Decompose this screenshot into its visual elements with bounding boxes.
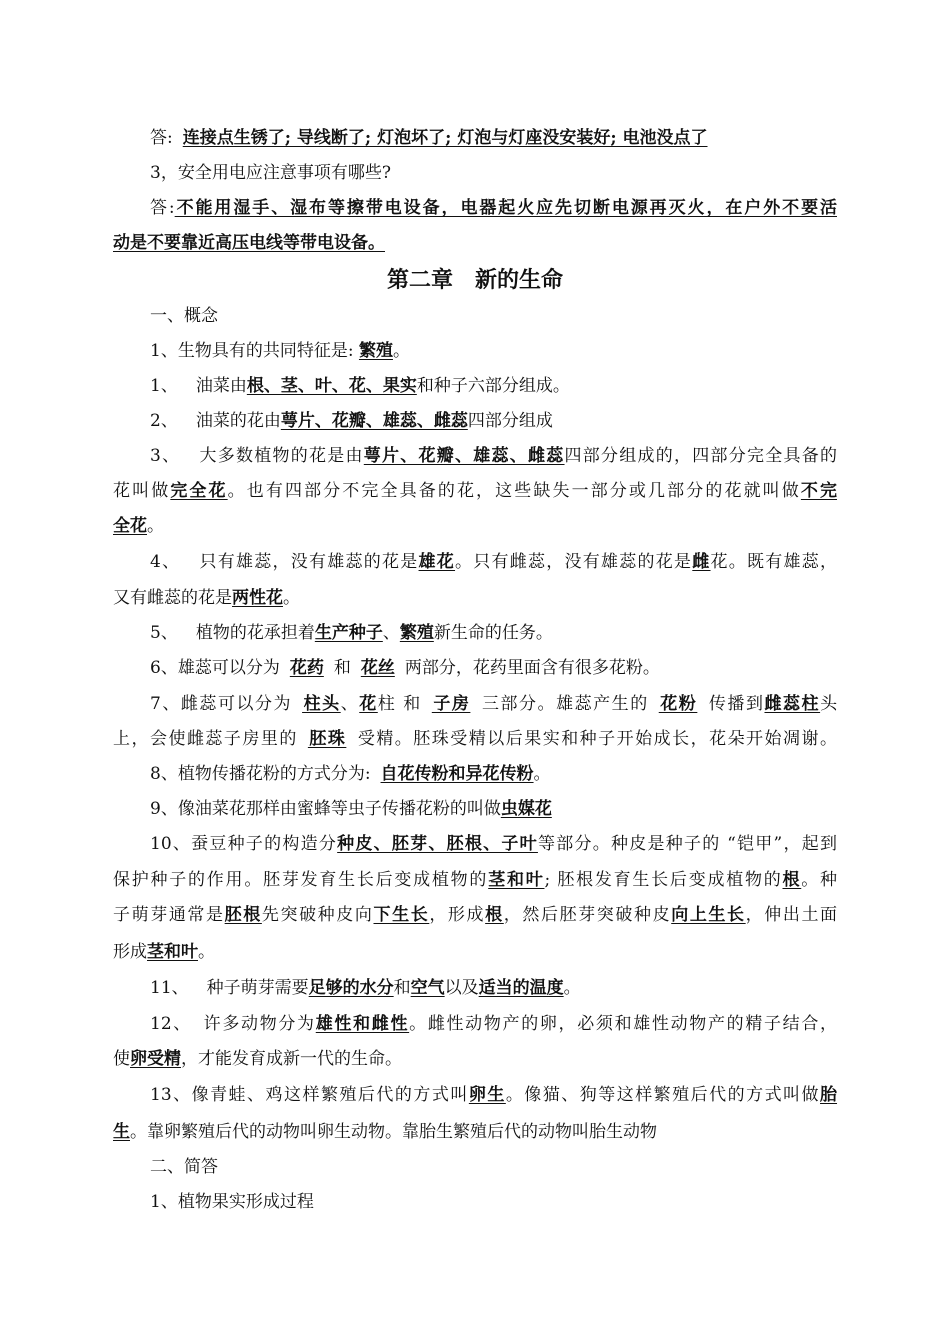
item-12: 12、 许多动物分为雄性和雌性。雌性动物产的卵，必须和雄性动物产的精子结合， (150, 1014, 838, 1034)
answer-line-1: 答: 连接点生锈了; 导线断了; 灯泡坏了; 灯泡与灯座没安装好; 电池没点了 (150, 128, 708, 148)
short-answer-1: 1、植物果实形成过程 (150, 1192, 314, 1212)
item-13: 13、像青蛙、鸡这样繁殖后代的方式叫卵生。像猫、狗等这样繁殖后代的方式叫做胎 (150, 1085, 838, 1105)
item-6: 6、雄蕊可以分为 花药 和 花丝 两部分，花药里面含有很多花粉。 (150, 658, 660, 678)
item-3-cont: 花叫做完全花。也有四部分不完全具备的花，这些缺失一部分或几部分的花就叫做不完 (113, 481, 838, 501)
item-2: 2、 油菜的花由萼片、花瓣、雄蕊、雌蕊四部分组成 (150, 411, 553, 431)
item-7: 7、雌蕊可以分为 柱头、花柱 和 子房 三部分。雄蕊产生的 花粉 传播到雌蕊柱头 (150, 694, 838, 714)
item-11: 11、 种子萌芽需要足够的水分和空气以及适当的温度。 (150, 978, 581, 998)
answer-line-2-cont: 动是不要靠近高压电线等带电设备。 (113, 233, 385, 253)
item-10-cont3: 形成茎和叶。 (113, 942, 215, 962)
section-short-answer: 二、简答 (150, 1157, 218, 1177)
item-10: 10、蚕豆种子的构造分种皮、胚芽、胚根、子叶等部分。种皮是种子的 “铠甲”，起到 (150, 834, 838, 854)
section-concepts: 一、概念 (150, 306, 218, 326)
item-8: 8、植物传播花粉的方式分为: 自花传粉和异花传粉。 (150, 764, 551, 784)
chapter-title: 第二章 新的生命 (386, 267, 564, 293)
item-7-cont: 上，会使雌蕊子房里的 胚珠 受精。胚珠受精以后果实和种子开始成长，花朵开始凋谢。 (113, 729, 838, 749)
item-10-cont2: 子萌芽通常是胚根先突破种皮向下生长，形成根，然后胚芽突破种皮向上生长，伸出土面 (113, 905, 838, 925)
item-1a: 1、生物具有的共同特征是: 繁殖。 (150, 341, 410, 361)
question-3: 3，安全用电应注意事项有哪些? (150, 163, 391, 183)
item-10-cont: 保护种子的作用。胚芽发育生长后变成植物的茎和叶; 胚根发育生长后变成植物的根。种 (113, 870, 838, 890)
item-3: 3、 大多数植物的花是由萼片、花瓣、雄蕊、雌蕊四部分组成的，四部分完全具备的 (150, 446, 838, 466)
answer-line-2: 答:不能用湿手、湿布等擦带电设备，电器起火应先切断电源再灭火，在户外不要活 (150, 198, 837, 218)
item-13-cont: 生。靠卵繁殖后代的动物叫卵生动物。靠胎生繁殖后代的动物叫胎生动物 (113, 1122, 657, 1142)
item-5: 5、 植物的花承担着生产种子、繁殖新生命的任务。 (150, 623, 553, 643)
item-1b: 1、 油菜由根、茎、叶、花、果实和种子六部分组成。 (150, 376, 570, 396)
item-12-cont: 使卵受精，才能发育成新一代的生命。 (113, 1049, 402, 1069)
item-4-cont: 又有雌蕊的花是两性花。 (113, 588, 300, 608)
item-9: 9、像油菜花那样由蜜蜂等虫子传播花粉的叫做虫媒花 (150, 799, 552, 819)
item-4: 4、 只有雄蕊，没有雄蕊的花是雄花。只有雌蕊，没有雄蕊的花是雌花。既有雄蕊， (150, 552, 838, 572)
item-3-cont2: 全花。 (113, 516, 164, 536)
